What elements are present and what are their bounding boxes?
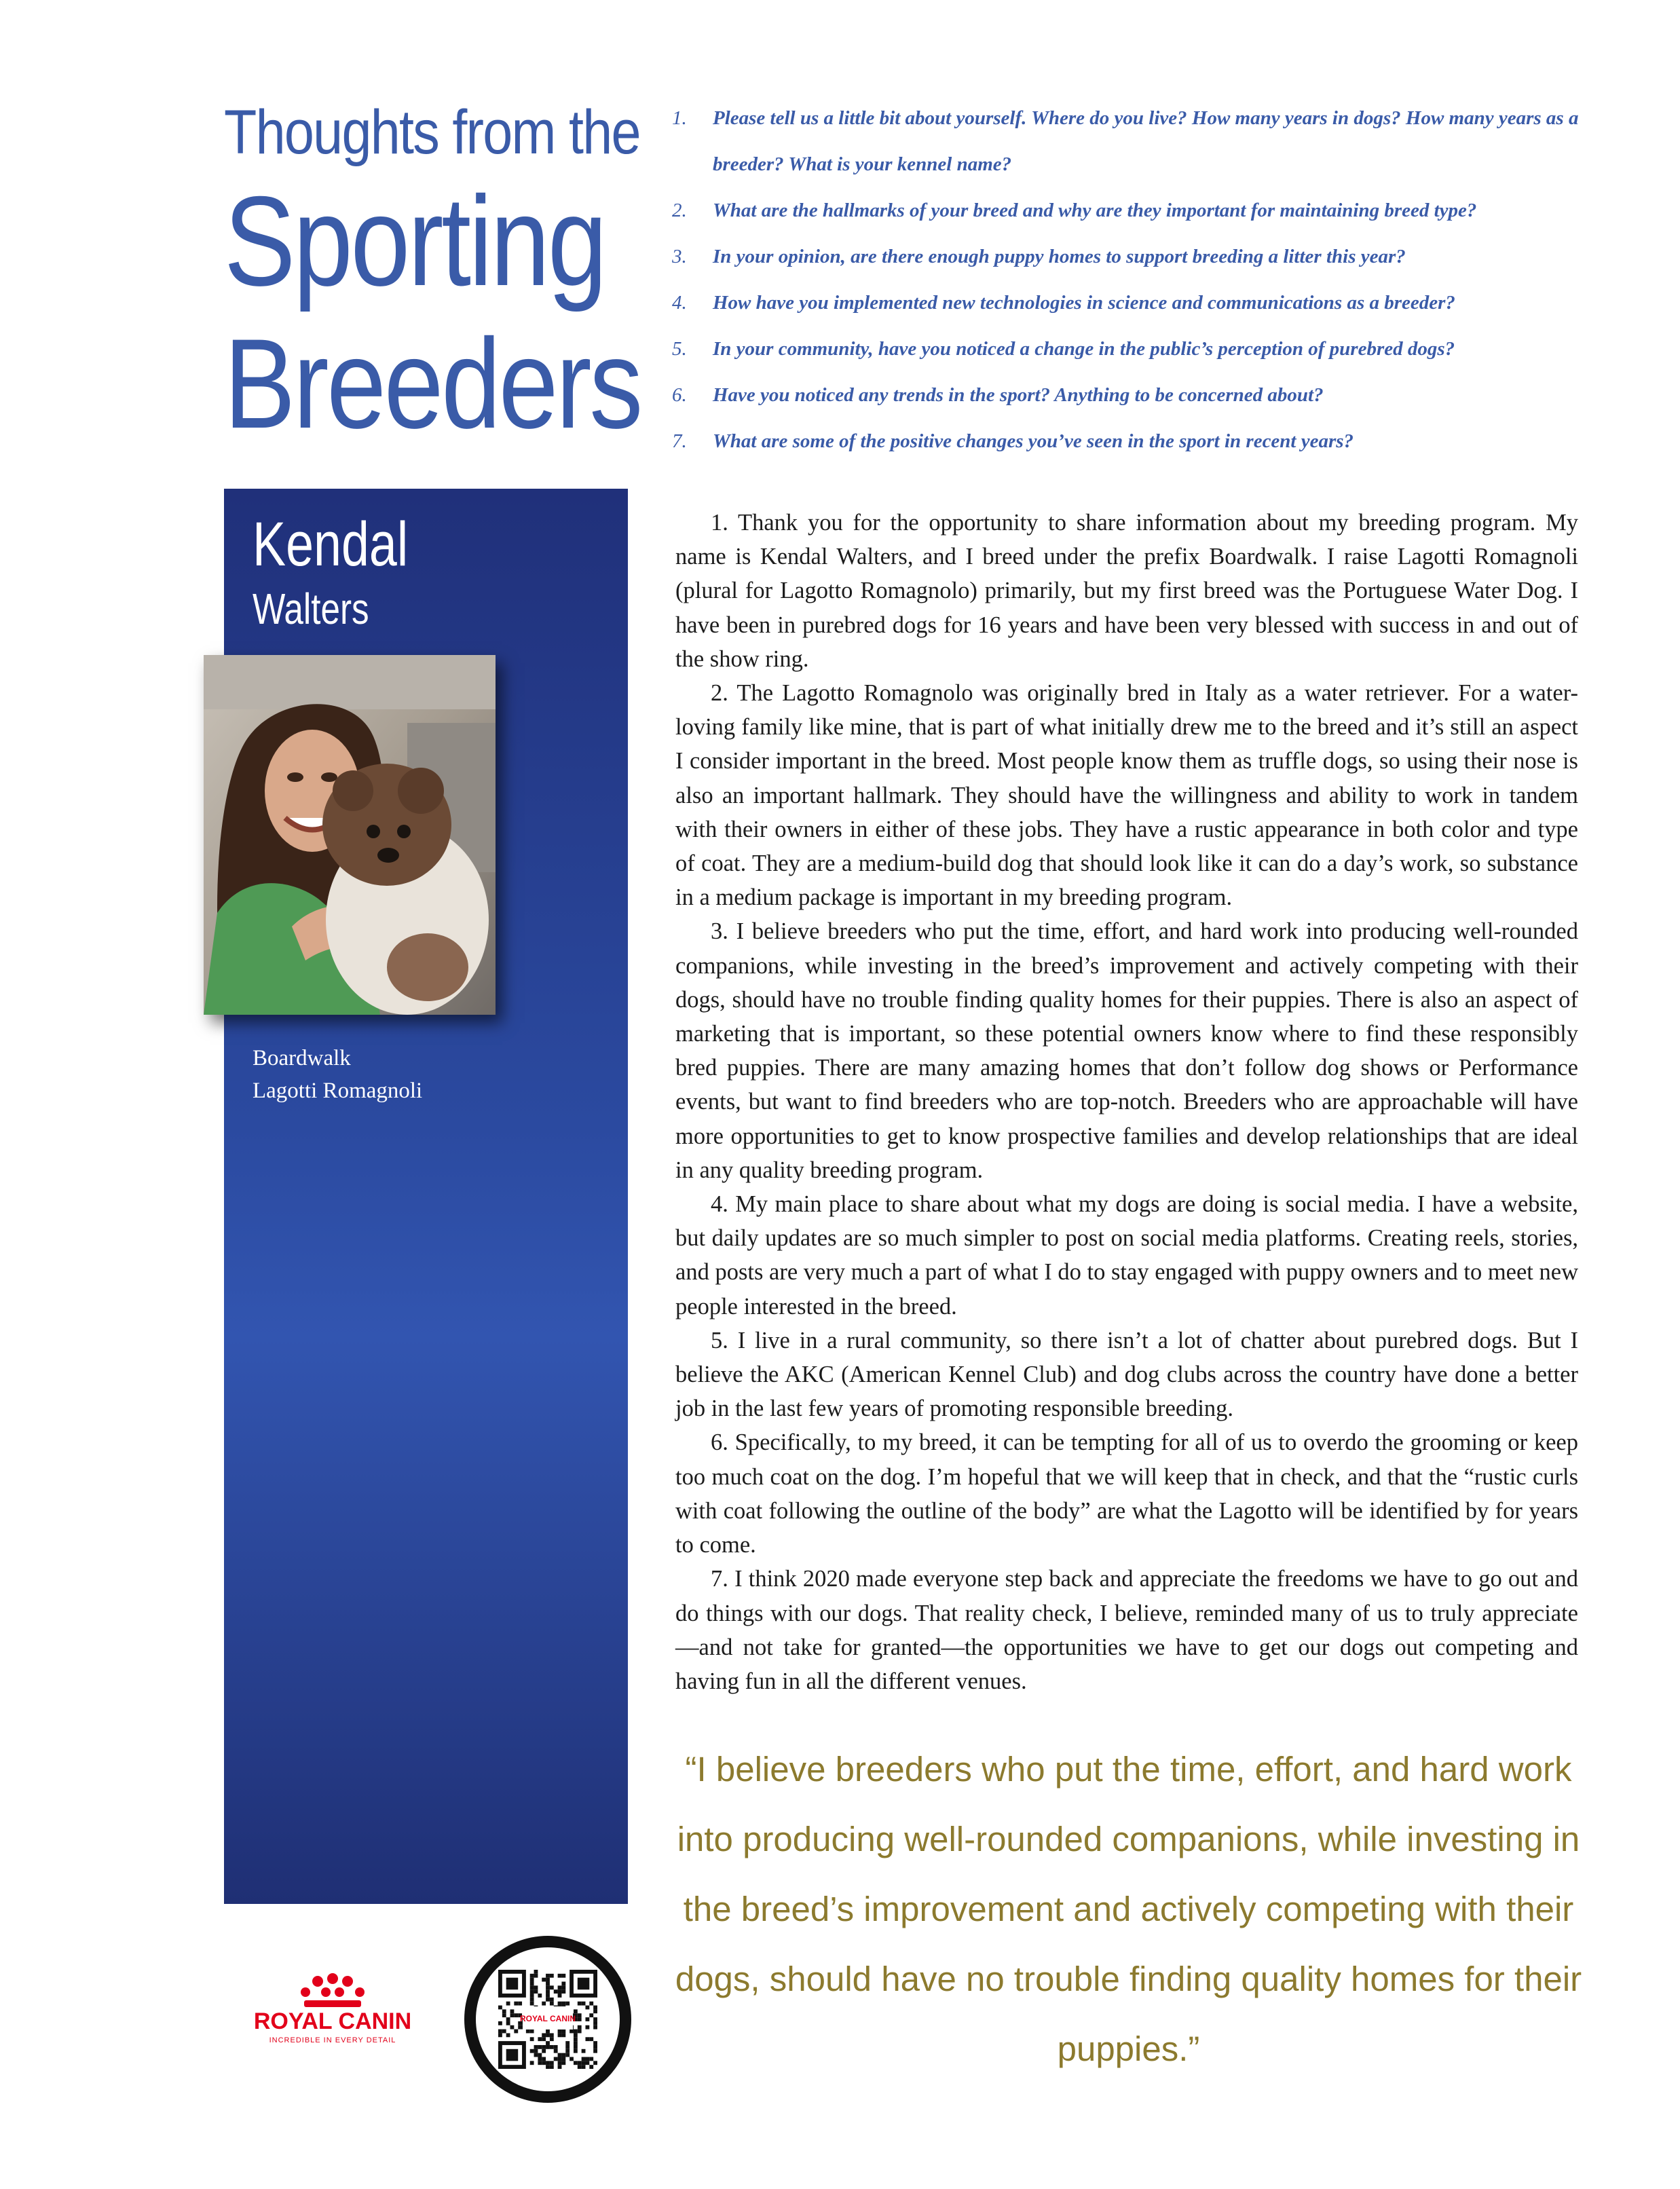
answer-paragraph: 4. My main place to share about what my dogs are doing is social media. I have a website, but daily updates are so much simpler to post on social media platforms. Creating reels, stories, and posts are very much a part of what I do to stay engaged with puppy owners and to meet new people interested in the breed. xyxy=(675,1191,1578,1320)
answer-paragraph: 3. I believe breeders who put the time, effort, and hard work into producing well-rounded companions, while investing in the breed’s improvement and actively competing with their dogs, should have no trouble finding quality homes for their puppies. There is also an aspect of marketing that is important, so these potential owners know where to find these responsibly bred puppies. There are many amazing homes that don’t follow dog shows or Performance events, but want to find breeders who are top-notch. Breeders who are approachable will have more opportunities to get to know prospective families and develop relationships that are ideal in any quality breeding program. xyxy=(675,918,1578,1183)
questions-list xyxy=(672,95,1595,464)
question-item: 1. Please tell us a little bit about yourself. Where do you live? How many years in dogs? How many years as a breeder? What is your kennel name? xyxy=(672,107,1579,175)
qr-code-image[interactable] xyxy=(463,1934,633,2104)
title-line-3: Breeders xyxy=(224,312,641,455)
title-line-1: Thoughts from the xyxy=(224,98,640,167)
page-title xyxy=(224,95,658,455)
question-item: 2. What are the hallmarks of your breed and why are they important for maintaining breed type? xyxy=(672,200,1477,221)
breeder-photo xyxy=(204,655,496,1015)
question-item: 6. Have you noticed any trends in the sport? Anything to be concerned about? xyxy=(672,384,1324,406)
pull-quote: “I believe breeders who put the time, effort, and hard work into producing well-rounded companions, while investing in the breed’s improvement and actively competing with their dogs, should have no trouble finding quality homes for their puppies.” xyxy=(675,1750,1582,2068)
breeder-last-name: Walters xyxy=(253,584,369,633)
kennel-breed: Lagotti Romagnoli xyxy=(253,1079,423,1103)
brand-tagline: INCREDIBLE IN EVERY DETAIL xyxy=(269,2036,396,2044)
crown-icon xyxy=(224,1972,441,2046)
answer-paragraph: 6. Specifically, to my breed, it can be tempting for all of us to overdo the grooming or keep too much coat on the dog. I’m hopeful that we will keep that in check, and that the “rustic curls with coat following the outline of the body” are what the Lagotto will be identified by for years to come. xyxy=(675,1429,1578,1558)
breeder-first-name: Kendal xyxy=(253,510,409,579)
answer-paragraph: 2. The Lagotto Romagnolo was originally bred in Italy as a water retriever. For a water-loving family like mine, that is part of what initially drew me to the breed and it’s still an aspect I consider important in the breed. Most people know them as truffle dogs, so using their nose is also an important hallmark. They should have the willingness and ability to work in tandem with their owners in either of these jobs. They have a rustic appearance in both color and type of coat. They are a medium-build dog that should look like it can do a day’s work, so substance in a medium package is important in my breeding program. xyxy=(675,680,1578,911)
question-item: 3. In your opinion, are there enough puppy homes to support breeding a litter this year? xyxy=(672,246,1406,267)
breeder-photo-image xyxy=(204,655,496,1015)
answers-body xyxy=(675,506,1578,1698)
answer-paragraph: 5. I live in a rural community, so there isn’t a lot of chatter about purebred dogs. But I believe the AKC (American Kennel Club) and dog clubs across the country have done a better job in the last few years of promoting responsible breeding. xyxy=(675,1327,1578,1422)
question-item: 5. In your community, have you noticed a change in the public’s perception of purebred dogs? xyxy=(672,338,1455,360)
qr-code[interactable] xyxy=(463,1934,633,2104)
question-item: 7. What are some of the positive changes you’ve seen in the sport in recent years? xyxy=(672,430,1354,452)
answer-paragraph: 1. Thank you for the opportunity to share information about my breeding program. My name is Kendal Walters, and I breed under the prefix Boardwalk. I raise Lagotti Romagnoli (plural for Lagotto Romagnolo) primarily, but my first breed was the Portuguese Water Dog. I have been in purebred dogs for 16 years and have been very blessed with success in and out of the show ring. xyxy=(675,510,1578,672)
brand-name: ROYAL CANIN xyxy=(253,2008,412,2034)
breeder-sidebar xyxy=(224,489,628,1904)
royal-canin-logo xyxy=(224,1972,441,2046)
kennel-name: Boardwalk xyxy=(253,1046,351,1070)
answer-paragraph: 7. I think 2020 made everyone step back and appreciate the freedoms we have to go out and do things with our dogs. That reality check, I believe, reminded many of us to truly appreciate—and not take for granted—the opportunities we have to get our dogs out competing and having fun in all the different venues. xyxy=(675,1566,1578,1694)
question-item: 4. How have you implemented new technologies in science and communications as a breeder? xyxy=(672,292,1455,314)
title-line-2: Sporting xyxy=(224,170,605,312)
qr-brand-label: ROYAL CANIN xyxy=(519,2014,576,2023)
